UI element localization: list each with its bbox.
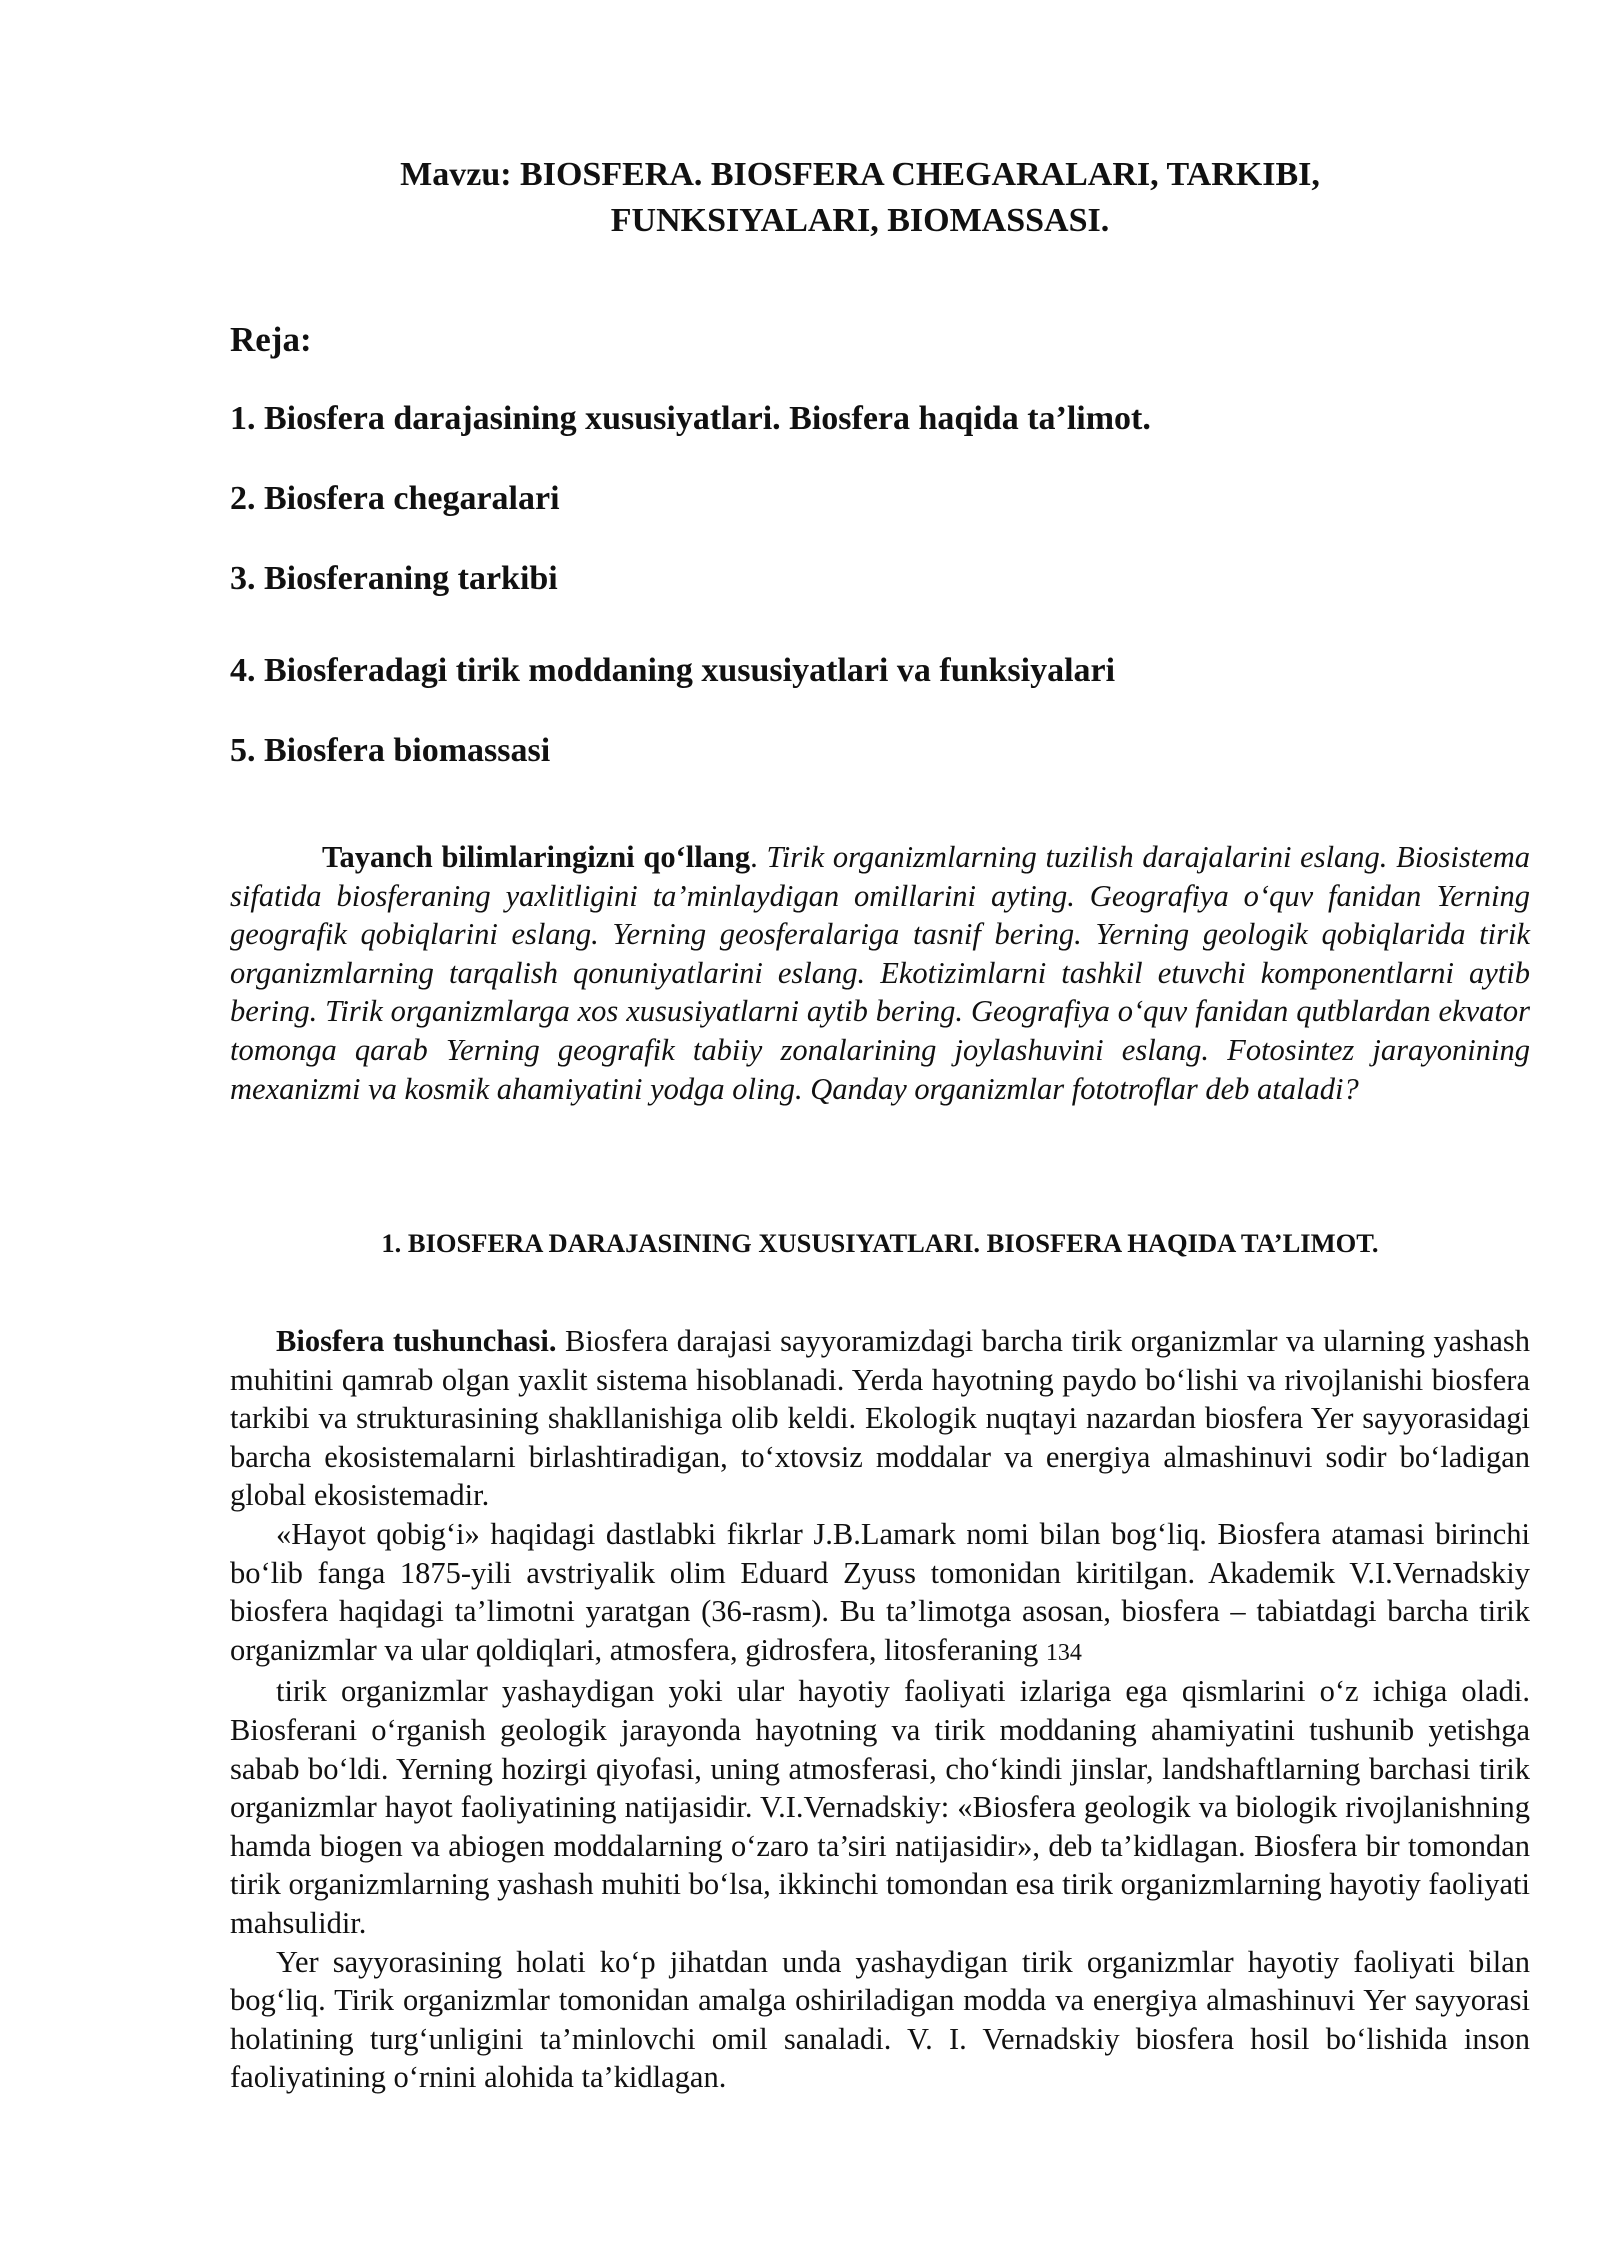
paragraph-3-text: tirik organizmlar yashaydigan yoki ular hayotiy faoliyati izlariga ega qismlarini o‘z ichiga oladi. Biosferani o‘rganish geologik jarayonda hayotning va tirik moddaning ahamiyatini tushunib yetishga sabab bo‘ldi. Yerning hozirgi qiyofasi, uning atmosferasi, cho‘kindi jinslar, landshaftlarning barchasi tirik organizmlar hayot faoliyatining natijasidir. V.I.Vernadskiy: «Biosfera geologik va biologik rivojlanishning hamda biogen va abiogen moddalarning o‘zaro ta’siri natijasidir», deb ta’kidlagan. Biosfera bir tomondan tirik organizmlarning yashash muhiti bo‘lsa, ikkinchi tomondan esa tirik organizmlarning hayotiy faoliyati mahsulidir. <box>230 1674 1530 1940</box>
plan-item-3: 3. Biosferaning tarkibi <box>230 560 558 597</box>
plan-item-5: 5. Biosfera biomassasi <box>230 732 551 769</box>
intro-period: . <box>750 840 758 874</box>
plan-item-4: 4. Biosferadagi tirik moddaning xususiyatlari va funksiyalari <box>230 652 1116 689</box>
intro-text: Tirik organizmlarning tuzilish darajalarini eslang. Biosistema sifatida biosferaning yaxlitligini ta’minlaydigan omillarini ayting. Geografiya o‘quv fanidan Yerning geografik qobiqlarini eslang. Yerning geosferalariga tasnif bering. Yerning geologik qobiqlarida tirik organizmlarning tarqalish qonuniyatlarini eslang. Ekotizimlarni tashkil etuvchi komponentlarni aytib bering. Tirik organizmlarga xos xususiyatlarni aytib bering. Geografiya o‘quv fanidan qutblardan ekvator tomonga qarab Yerning geografik tabiiy zonalarining joylashuvini eslang. Fotosintez jarayonining mexanizmi va kosmik ahamiyatini yodga oling. Qanday organizmlar fototroflar deb ataladi? <box>230 840 1530 1106</box>
paragraph-4 <box>230 1943 1530 2097</box>
paragraph-2-text: «Hayot qobig‘i» haqidagi dastlabki fikrlar J.B.Lamark nomi bilan bog‘liq. Biosfera atamasi birinchi bo‘lib fanga 1875-yili avstriyalik olim Eduard Zyuss tomonidan kiritilgan. Akademik V.I.Vernadskiy biosfera haqidagi ta’limotni yaratgan (36-rasm). Bu ta’limotga asosan, biosfera – tabiatdagi barcha tirik organizmlar va ular qoldiqlari, atmosfera, gidrosfera, litosferaning <box>230 1516 1530 1667</box>
intro-lead: Tayanch bilimlaringizni qo‘llang <box>322 840 751 874</box>
page-number: 134 <box>1045 1639 1082 1666</box>
section-heading: 1. BIOSFERA DARAJASINING XUSUSIYATLARI. BIOSFERA HAQIDA TA’LIMOT. <box>381 1228 1379 1258</box>
paragraph-4-text: Yer sayyorasining holati ko‘p jihatdan unda yashaydigan tirik organizmlar hayotiy faoliyati bilan bog‘liq. Tirik organizmlar tomonidan amalga oshiriladigan modda va energiya almashinuvi Yer sayyorasi holatining turg‘unligini ta’minlovchi omil sanaladi. V. I. Vernadskiy biosfera hosil bo‘lishida inson faoliyatining o‘rnini alohida ta’kidlagan. <box>230 1944 1530 2095</box>
intro-paragraph <box>230 838 1530 1108</box>
plan-item-2: 2. Biosfera chegaralari <box>230 480 560 517</box>
paragraph-1-text: Biosfera darajasi sayyoramizdagi barcha tirik organizmlar va ularning yashash muhitini qamrab olgan yaxlit sistema hisoblanadi. Yerda hayotning paydo bo‘lishi va rivojlanishi biosfera tarkibi va strukturasining shakllanishiga olib keldi. Ekologik nuqtayi nazardan biosfera Yer sayyorasidagi barcha ekosistemalarni birlashtiradigan, to‘xtovsiz moddalar va energiya almashinuvi sodir bo‘ladigan global ekosistemadir. <box>230 1324 1530 1513</box>
paragraph-3 <box>230 1672 1530 1942</box>
body-text <box>230 1322 1530 2097</box>
plan-heading: Reja: <box>230 320 312 359</box>
title-line-2: FUNKSIYALARI, BIOMASSASI. <box>610 202 1110 239</box>
page-title <box>230 152 1490 244</box>
paragraph-1-lead: Biosfera tushunchasi. <box>276 1324 557 1358</box>
title-line-1: Mavzu: BIOSFERA. BIOSFERA CHEGARALARI, TARKIBI, <box>400 156 1320 193</box>
plan-item-1: 1. Biosfera darajasining xususiyatlari. Biosfera haqida ta’limot. <box>230 400 1151 437</box>
paragraph-1 <box>230 1322 1530 1515</box>
paragraph-2 <box>230 1515 1530 1672</box>
